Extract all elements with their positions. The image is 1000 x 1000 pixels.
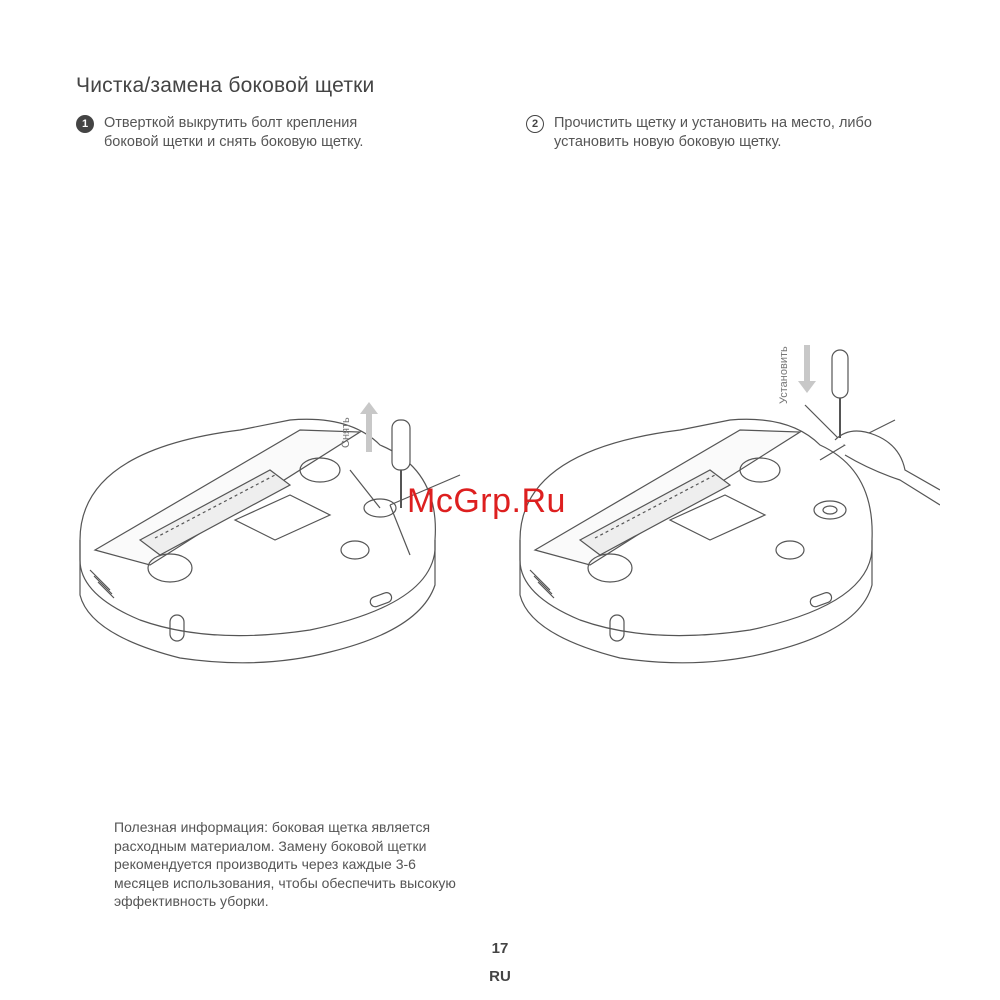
install-arrow-icon bbox=[798, 345, 816, 393]
robot-remove-brush-illustration bbox=[60, 390, 480, 680]
info-line-2: расходным материалом. Замену боковой щетки bbox=[114, 837, 427, 854]
step-2-line-1: Прочистить щетку и установить на место, либо bbox=[554, 115, 872, 131]
info-line-5: эффективность уборки. bbox=[114, 893, 269, 909]
info-line-4: месяцев использования, чтобы обеспечить высокую bbox=[114, 874, 456, 891]
page-number: 17 bbox=[491, 940, 509, 957]
step-2-line-2: установить новую боковую щетку. bbox=[554, 134, 782, 150]
robot-install-brush-illustration bbox=[500, 320, 940, 680]
info-line-3: рекомендуется производить через каждые 3-6 bbox=[114, 856, 416, 872]
remove-arrow-icon bbox=[360, 402, 378, 452]
step-1-line-2: боковой щетки и снять боковую щетку. bbox=[104, 134, 364, 150]
watermark-text: McGrp.Ru bbox=[407, 482, 566, 520]
step-1-line-1: Отверткой выкрутить болт крепления bbox=[104, 115, 358, 131]
useful-info-note bbox=[114, 818, 484, 911]
step-number-badge: 2 bbox=[526, 115, 544, 133]
remove-label: Снять bbox=[340, 417, 352, 448]
language-code: RU bbox=[489, 968, 511, 985]
page-title: Чистка/замена боковой щетки bbox=[76, 74, 375, 97]
install-label: Установить bbox=[778, 346, 790, 404]
step-1 bbox=[76, 114, 363, 152]
info-line-1: Полезная информация: боковая щетка является bbox=[114, 819, 431, 835]
step-number-badge: 1 bbox=[76, 115, 94, 133]
step-2 bbox=[526, 114, 872, 152]
